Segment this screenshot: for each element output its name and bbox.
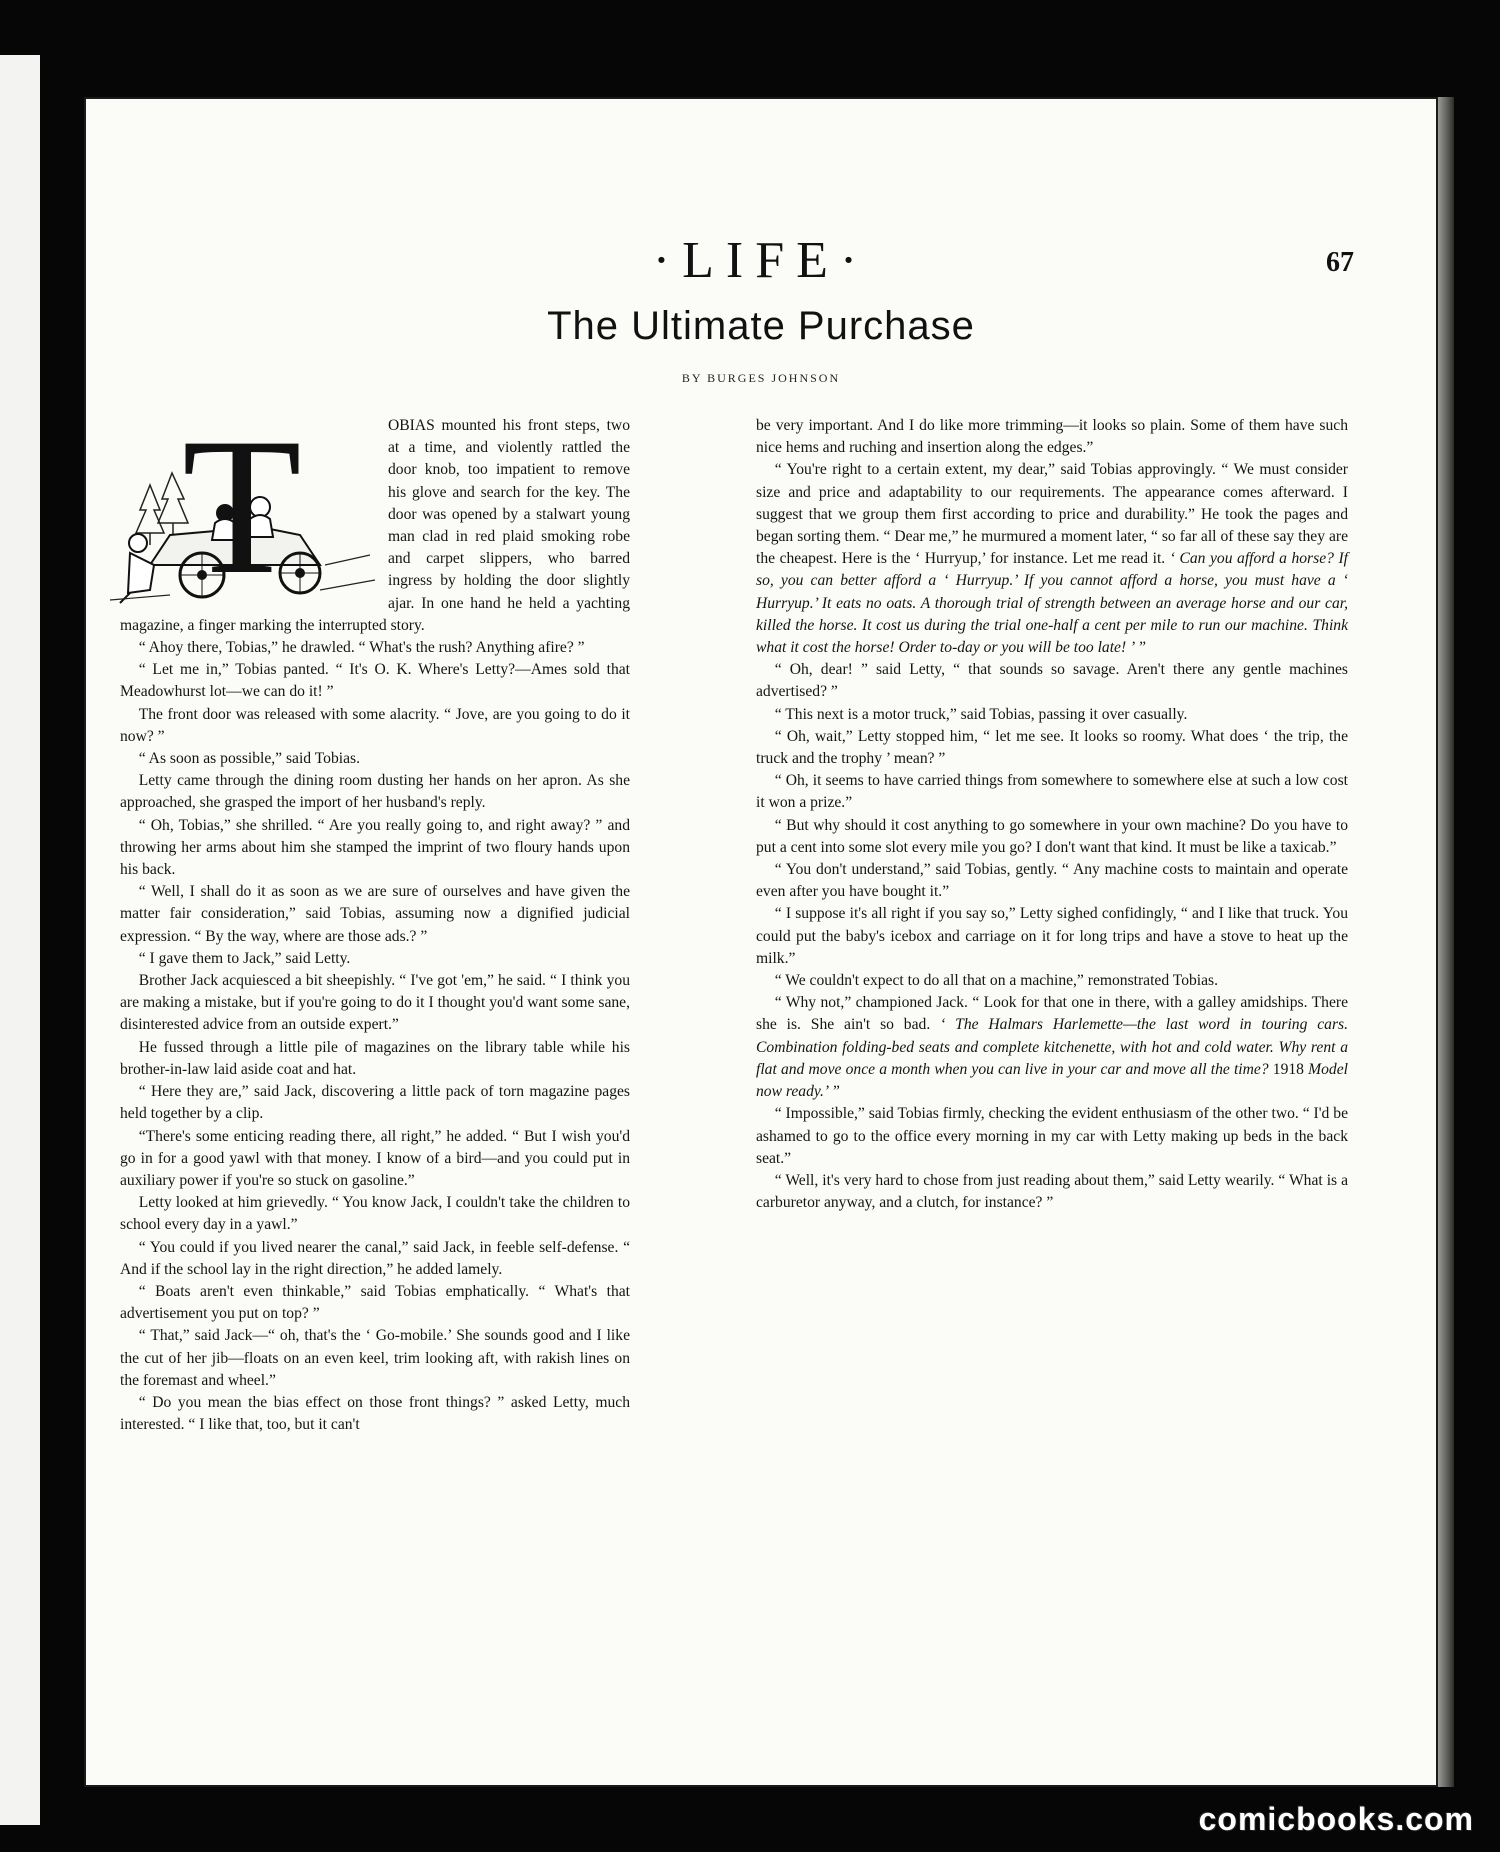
paragraph: “ Well, I shall do it as soon as we are sure of ourselves and have given the matter fair consideration,” said Tobias, assuming now a dignified judicial expression. “ By the way, where are those ads.? ” [120,883,630,945]
paragraph: “ I gave them to Jack,” said Letty. [138,949,351,967]
paragraph: “ I suppose it's all right if you say so,” Letty sighed confidingly, “ and I like that truck. You could put the baby's icebox and carriage on it for long trips and have a stove to heat up the milk.” [756,905,1348,967]
paragraph: Brother Jack acquiesced a bit sheepishly. “ I've got 'em,” he said. “ I think you are making a mistake, but if you're going to do it I thought you'd want some sane, disinterested advice from an outside expert.” [120,972,630,1034]
paragraph-text: “ Why not,” championed Jack. “ Look for that one in there, with a galley amidships. There she is. She ain't so bad. [756,994,1348,1034]
paragraph [756,992,1348,1103]
advertisement-quote-end: Model now ready.’ ” [756,1060,1348,1101]
paragraph: “ Boats aren't even thinkable,” said Tobias emphatically. “ What's that advertisement you put on top? ” [120,1282,630,1323]
paragraph: “ Impossible,” said Tobias firmly, checking the evident enthusiasm of the other two. “ I'd be ashamed to go to the office every morning in my car with Letty making up beds in the back seat.” [756,1105,1348,1167]
paragraph: “ Here they are,” said Jack, discovering a little pack of torn magazine pages held together by a clip. [120,1083,630,1123]
paragraph: He fussed through a little pile of magazines on the library table while his brother-in-law laid aside coat and hat. [120,1038,630,1078]
paragraph: “ Oh, dear! ” said Letty, “ that sounds so savage. Aren't there any gentle machines advertised? ” [756,661,1348,701]
page-number: 67 [1326,247,1354,278]
paragraph: The front door was released with some alacrity. “ Jove, are you going to do it now? ” [120,705,630,745]
advertisement-quote: ‘ Can you afford a horse? If so, you can better afford a ‘ Hurryup.’ If you cannot afford a horse, you must have a ‘ Hurryup.’ It eats no oats. A thorough trial of strength between an average horse and our car, killed the horse. It cost us during the trial one-half a cent per mile to run our machine. Think what it cost the horse! Order to-day or you will be too late! ’ ” [756,550,1348,657]
watermark: comicbooks.com [1198,1801,1474,1837]
left-column [120,398,630,1436]
paragraph: “ Ahoy there, Tobias,” he drawled. “ What's the rush? Anything afire? ” [138,639,585,657]
paragraph: “ This next is a motor truck,” said Tobias, passing it over casually. [774,705,1188,723]
masthead: ·LIFE· [652,232,870,289]
article-title: The Ultimate Purchase [547,304,975,348]
paragraph [756,459,1348,659]
paragraph: “ Let me in,” Tobias panted. “ It's O. K. Where's Letty?—Ames sold that Meadowhurst lot—we can do it! ” [120,661,630,701]
page-edge [1438,97,1454,1787]
paragraph: “ We couldn't expect to do all that on a machine,” remonstrated Tobias. [774,972,1219,990]
paragraph: “ But why should it cost anything to go somewhere in your own machine? Do you have to put a cent into some slot every mile you go? I don't want that kind. It must be like a taxicab.” [756,816,1348,856]
paragraph: “ Do you mean the bias effect on those front things? ” asked Letty, much interested. “ I like that, too, but it can't [120,1393,630,1434]
paragraph: OBIAS mounted his front steps, two at a time, and violently rattled the door knob, too impatient to remove his glove and search for the key. The door was opened by a stalwart young man clad in red plaid smoking robe and carpet slippers, who barred ingress by holding the door slightly ajar. In one hand he held a yachting magazine, a finger marking the interrupted story. [120,417,630,634]
paragraph: “ Well, it's very hard to chose from just reading about them,” said Letty wearily. “ What is a carburetor anyway, and a clutch, for instance? ” [756,1171,1348,1212]
adjacent-page-strip [0,55,40,1825]
paragraph-text: “ You're right to a certain extent, my dear,” said Tobias approvingly. “ We must consider size and price and adaptability to our requirements. The appearance comes afterward. I suggest that we group them first according to price and durability.” He took the pages and began sorting them. “ Dear me,” he murmured a moment later, “ so far all of these say they are the cheapest. Here is the ‘ Hurryup,’ for instance. Let me read it. [756,461,1348,568]
paragraph: “ Oh, it seems to have carried things from somewhere to somewhere else at such a low cost it won a prize.” [756,772,1348,812]
paragraph: “ Oh, wait,” Letty stopped him, “ let me see. It looks so roomy. What does ‘ the trip, the truck and the trophy ’ mean? ” [756,727,1348,768]
paragraph: Letty looked at him grievedly. “ You know Jack, I couldn't take the children to school every day in a yawl.” [120,1194,630,1234]
paragraph: Letty came through the dining room dusting her hands on her apron. As she approached, she grasped the import of her husband's reply. [120,772,630,812]
right-column [756,415,1348,1214]
paragraph: “ Oh, Tobias,” she shrilled. “ Are you really going to, and right away? ” and throwing her arms about him she stamped the imprint of two floury hands upon his back. [120,816,630,879]
paragraph: “ You don't understand,” said Tobias, gently. “ Any machine costs to maintain and operate even after you have bought it.” [756,861,1348,901]
paragraph: “ As soon as possible,” said Tobias. [138,750,360,768]
drop-cap: T [182,398,302,615]
paragraph: “ That,” said Jack—“ oh, that's the ‘ Go-mobile.’ She sounds good and I like the cut of her jib—floats on an even keel, trim looking aft, with rakish lines on the foremast and wheel.” [120,1327,630,1389]
paragraph: “ You could if you lived nearer the canal,” said Jack, in feeble self-defense. “ And if the school lay in the right direction,” he added lamely. [120,1238,630,1278]
automobile-illustration-icon [110,398,380,615]
model-year: 1918 [1272,1060,1304,1078]
paragraph: “There's some enticing reading there, all right,” he added. “ But I wish you'd go in for a good yawl with that money. I know of a bird—and you could put in auxiliary power if you're so stuck on gasoline.” [120,1127,630,1189]
advertisement-quote: ‘ The Halmars Harlemette—the last word in touring cars. Combination folding-bed seats and complete kitchenette, with hot and cold water. Why rent a flat and move once a month when you can live in your car and move all the time? [756,1016,1348,1078]
byline: BY BURGES JOHNSON [681,371,841,385]
paragraph: be very important. And I do like more trimming—it looks so plain. Some of them have such nice hems and ruching and insertion along the edges.” [756,417,1348,457]
magazine-page [84,97,1438,1787]
